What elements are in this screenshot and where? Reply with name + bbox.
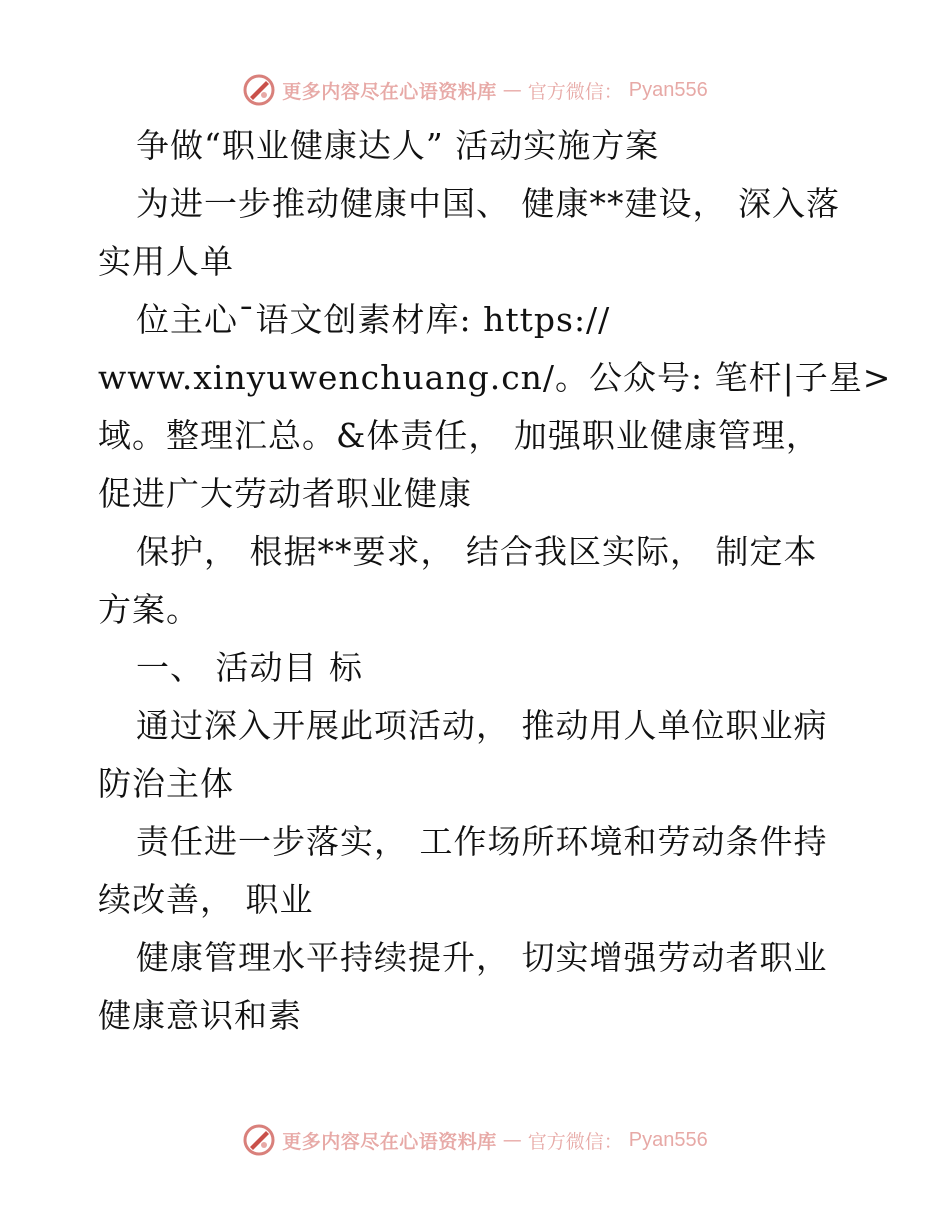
header-watermark-banner xyxy=(0,70,950,110)
paragraph-line: 为进一步推动健康中国、 健康**建设， 深入落 xyxy=(136,184,840,223)
paragraph-line: 促进广大劳动者职业健康 xyxy=(98,474,472,513)
watermark-separator: — xyxy=(502,1129,522,1151)
watermark-text: 更多内容尽在心语资料库 xyxy=(282,80,497,103)
paragraph-line: 防治主体 xyxy=(98,764,234,803)
paragraph-line: www.xinyuwenchuang.cn/。公众号: 笔杆|子星> xyxy=(98,358,892,397)
ink-brush-logo-icon xyxy=(242,1123,276,1157)
watermark-wechat-id: Pyan556 xyxy=(628,1128,708,1151)
watermark-wechat-label: 官方微信： xyxy=(527,80,623,103)
footer-watermark-banner xyxy=(0,1120,950,1160)
watermark-wechat-label: 官方微信： xyxy=(527,1130,623,1153)
paragraph-line: 健康管理水平持续提升， 切实增强劳动者职业 xyxy=(136,938,828,977)
paragraph-line: 健康意识和素 xyxy=(98,996,302,1035)
document-title: 争做“职业健康达人” 活动实施方案 xyxy=(136,126,660,165)
ink-brush-logo-icon xyxy=(242,73,276,107)
watermark-text: 更多内容尽在心语资料库 xyxy=(282,1130,497,1153)
paragraph-line: 实用人单 xyxy=(98,242,234,281)
watermark-separator: — xyxy=(502,79,522,101)
watermark-wechat-id: Pyan556 xyxy=(628,78,708,101)
paragraph-line: 方案。 xyxy=(98,590,200,629)
paragraph-line: 域。整理汇总。&体责任， 加强职业健康管理， xyxy=(98,416,820,455)
paragraph-line: 保护， 根据**要求， 结合我区实际， 制定本 xyxy=(136,532,818,571)
document-body xyxy=(98,117,892,1045)
paragraph-line: 位主心¯语文创素材库: https:// xyxy=(136,300,611,339)
paragraph-line: 续改善， 职业 xyxy=(98,880,314,919)
paragraph-line: 责任进一步落实， 工作场所环境和劳动条件持 xyxy=(136,822,828,861)
section-heading: 一、 活动目 标 xyxy=(136,648,363,687)
paragraph-line: 通过深入开展此项活动， 推动用人单位职业病 xyxy=(136,706,828,745)
